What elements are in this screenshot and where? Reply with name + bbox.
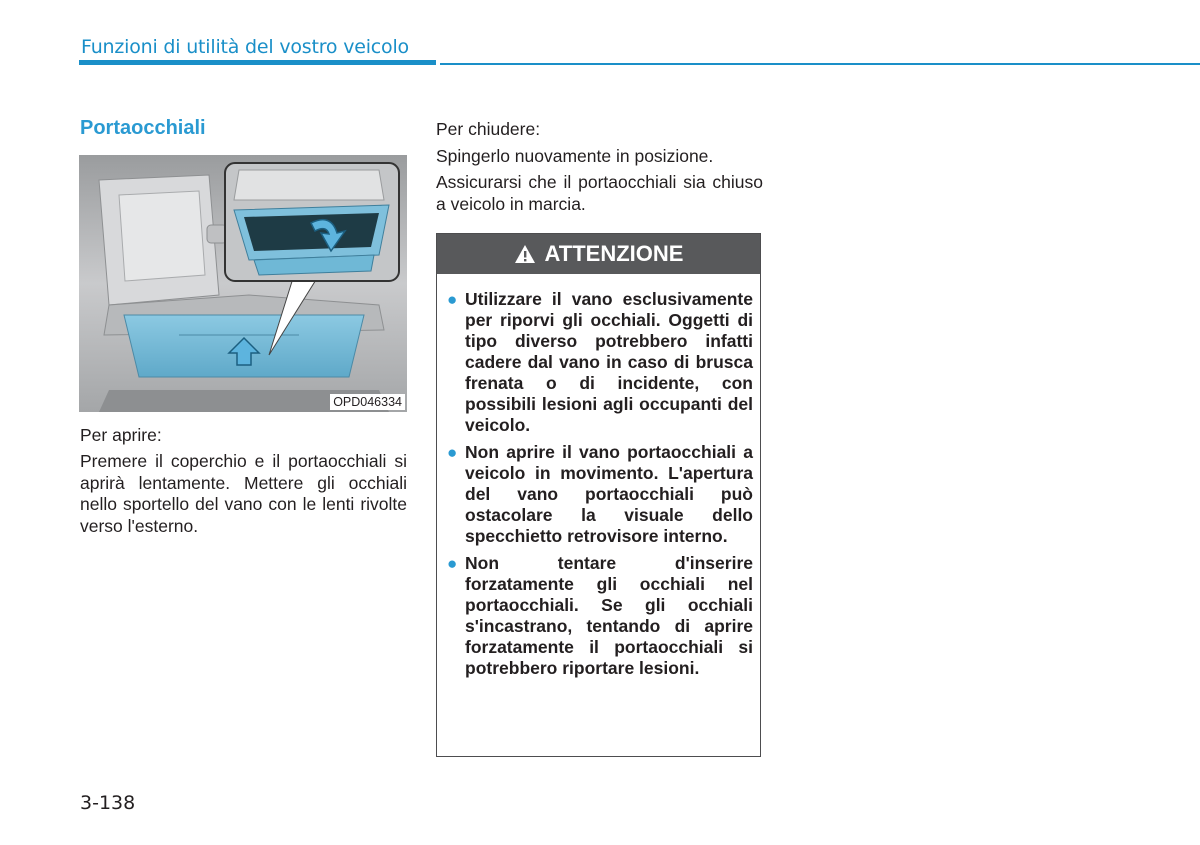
warning-title: ATTENZIONE	[544, 241, 684, 266]
warning-header	[437, 234, 760, 274]
warning-item	[447, 442, 753, 547]
open-instructions: Premere il coperchio e il portaocchiali si aprirà lentamente. Mettere gli occhiali nello sportello del vano con le lenti rivolte verso l'esterno.	[80, 451, 407, 536]
warning-item	[447, 553, 753, 679]
glasses-holder-illustration	[79, 155, 407, 412]
warning-item-text: Utilizzare il vano esclusivamente per riporvi gli occhiali. Oggetti di tipo diverso potrebbero infatti cadere dal vano in caso di brusca frenata o di incidente, con possibili lesioni agli occupanti del veicolo.	[465, 289, 753, 435]
header-rule-thin	[440, 63, 1200, 65]
close-instruction-2: Assicurarsi che il portaocchiali sia chiuso a veicolo in marcia.	[436, 172, 763, 214]
bullet-icon: ●	[447, 290, 458, 309]
header-rule-thick	[79, 60, 436, 65]
chapter-title: Funzioni di utilità del vostro veicolo	[81, 36, 409, 58]
close-label: Per chiudere:	[436, 119, 541, 139]
warning-list	[447, 289, 753, 685]
page-number: 3-138	[80, 792, 136, 814]
close-instruction-1: Spingerlo nuovamente in posizione.	[436, 146, 714, 166]
open-label: Per aprire:	[80, 425, 162, 445]
warning-triangle-icon	[514, 244, 536, 264]
warning-box	[436, 233, 761, 757]
bullet-icon: ●	[447, 443, 458, 462]
section-title: Portaocchiali	[80, 117, 206, 139]
warning-item-text: Non aprire il vano portaocchiali a veicolo in movimento. L'apertura del vano portaocchiali può ostacolare la visuale dello specchietto retrovisore interno.	[465, 442, 753, 546]
warning-item-text: Non tentare d'inserire forzatamente gli occhiali nel portaocchiali. Se gli occhiali s'incastrano, tentando di aprire forzatamente il portaocchiali si potrebbero riportare lesioni.	[465, 553, 753, 678]
warning-item	[447, 289, 753, 436]
figure-code: OPD046334	[330, 394, 405, 410]
bullet-icon: ●	[447, 554, 458, 573]
